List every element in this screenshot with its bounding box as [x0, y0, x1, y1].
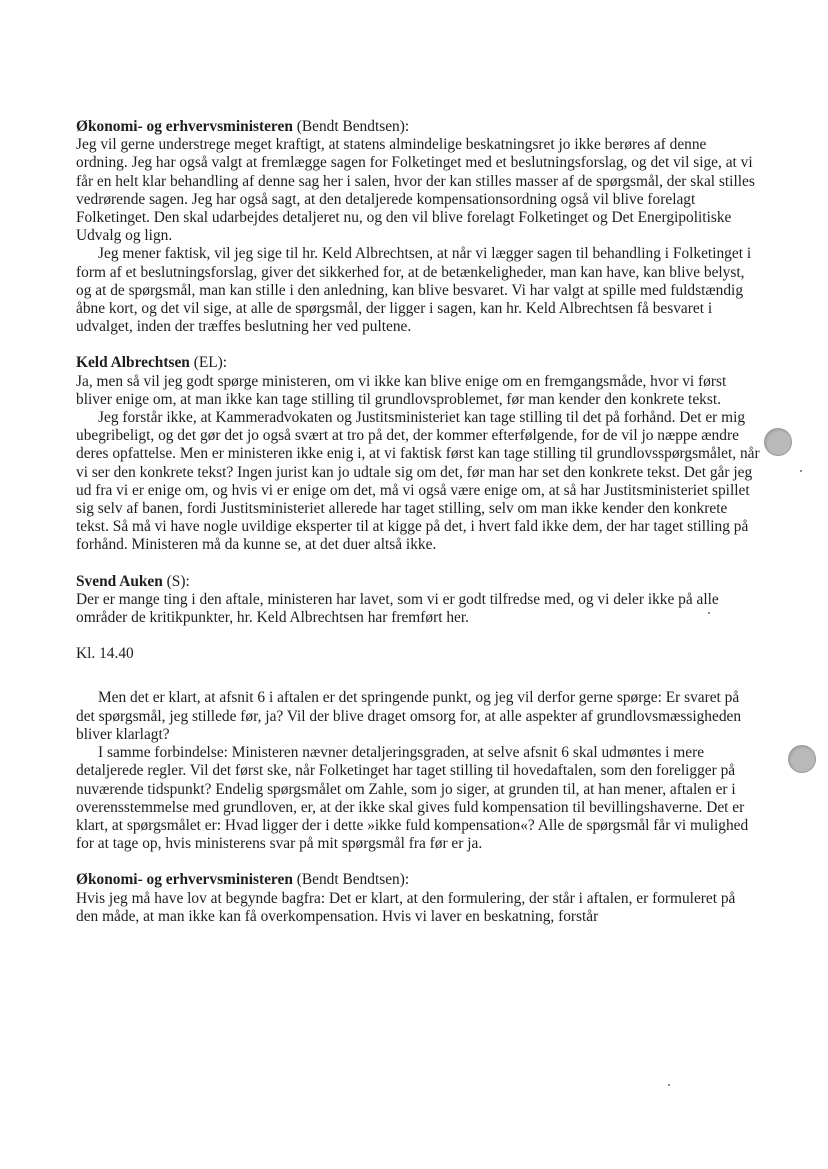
transcript-page [76, 118, 760, 926]
speaker-line [76, 871, 760, 889]
speaker-line [76, 573, 760, 591]
speaker-line [76, 118, 760, 136]
speaker-name: Økonomi- og erhvervsministeren [76, 871, 293, 889]
speaker-affiliation: (Bendt Bendtsen): [292, 118, 410, 135]
speech-minister-2 [76, 871, 760, 926]
paragraph: Jeg vil gerne understrege meget kraftigt, at statens almindelige beskatningsret jo ikke berøres af denne ordning. Jeg har også valgt at fremlægge sagen for Folketinget med et beslutningsforslag, og det vil sige, at vi får en helt klar behandling af denne sag her i salen, hvor der kan stilles masser af de spørgsmål, der skal stilles vedrørende sagen. Jeg har også sagt, at den detaljerede kompensationsordning også vil blive forelagt Folketinget. Den skal udarbejdes detaljeret nu, og den vil blive forelagt Folketinget og Det Energipolitiske Udvalg og lign. [76, 136, 755, 245]
timestamp: Kl. 14.40 [76, 645, 134, 663]
paragraph: Men det er klart, at afsnit 6 i aftalen er det springende punkt, og jeg vil derfor gerne spørge: Er svaret på det spørgsmål, jeg stillede før, ja? Vil der blive draget omsorg for, at alle aspekter af grundlovsmæssigheden bliver klarlagt? [76, 689, 742, 743]
paragraph: Der er mange ting i den aftale, ministeren har lavet, som vi er godt tilfredse med, og vi deler ikke på alle områder de kritikpunkter, hr. Keld Albrechtsen har fremført her. [76, 590, 719, 627]
punch-hole-bottom [788, 745, 816, 773]
speaker-affiliation: (S): [162, 572, 190, 590]
speaker-name: Keld Albrechtsen [76, 354, 190, 372]
speaker-affiliation: (EL): [189, 354, 228, 372]
paragraph: Jeg mener faktisk, vil jeg sige til hr. Keld Albrechtsen, at når vi lægger sagen til behandling i Folketinget i form af et beslutningsforslag, giver det sikkerhed for, at de betænkeligheder, man kan have, kan blive belyst, og at de spørgsmål, man kan stille i den anledning, kan blive besvaret. Vi har valgt at spille med fuldstændig åbne kort, og det vil sige, at alle de spørgsmål, der ligger i sagen, kan hr. Keld Albrechtsen få besvaret i udvalget, inden der træffes beslutning her ved pultene. [76, 245, 752, 336]
scan-speck [800, 470, 802, 472]
scan-speck [668, 1084, 670, 1086]
speaker-name: Svend Auken [76, 572, 163, 590]
speech-minister-1 [76, 118, 760, 336]
speaker-name: Økonomi- og erhvervsministeren [76, 118, 293, 135]
speech-svend-auken [76, 573, 760, 628]
speaker-affiliation: (Bendt Bendtsen): [292, 871, 410, 889]
paragraph: Ja, men så vil jeg godt spørge ministeren, om vi ikke kan blive enige om en fremgangsmåde, hvor vi først bliver enige om, at man ikke kan tage stilling til grundlovsproblemet, før man kender den konkrete tekst. [76, 372, 727, 408]
speech-svend-auken-continued [76, 689, 760, 853]
speech-keld-albrechtsen [76, 354, 760, 554]
scan-speck [708, 612, 710, 614]
speaker-line [76, 354, 760, 372]
paragraph: Jeg forstår ikke, at Kammeradvokaten og Justitsministeriet kan tage stilling til det på forhånd. Det er mig ubegribeligt, og det gør det jo også svært at tro på det, der kommer efterfølgende, for de vil jo næppe ændre deres opfattelse. Men er ministeren ikke enig i, at vi faktisk først kan tage stilling til grundlovsspørgsmålet, når vi ser den konkrete tekst? Ingen jurist kan jo udtale sig om det, før man har set den konkrete tekst. Det går jeg ud fra vi er enige om, og hvis vi er enige om det, må vi også være enige om, at så har Justitsministeriet spillet sig selv af banen, fordi Justitsministeriet allerede har taget stilling, selv om man ikke kender den konkrete tekst. Så må vi have nogle uvildige eksperter til at kigge på det, i hvert fald ikke dem, der har taget stilling på forhånd. Ministeren må da kunne se, at det duer altså ikke. [76, 409, 760, 554]
paragraph: Hvis jeg må have lov at begynde bagfra: Det er klart, at den formulering, der står i aftalen, er formuleret på den måde, at man ikke kan få overkompensation. Hvis vi laver en beskatning, forstår [76, 889, 736, 925]
punch-hole-top [764, 428, 792, 456]
paragraph: I samme forbindelse: Ministeren nævner detaljeringsgraden, at selve afsnit 6 skal udmøntes i mere detaljerede regler. Vil det først ske, når Folketinget har taget stilling til hovedaftalen, som den foreligger på nuværende tidspunkt? Endelig spørgsmålet om Zahle, som jo siger, at grunden til, at han mener, aftalen er i overensstemmelse med grundloven, er, at der ikke skal gives fuld kompensation til bevillingshaverne. Det er klart, at spørgsmålet er: Hvad ligger der i dette »ikke fuld kompensation«? Alle de spørgsmål får vi mulighed for at tage op, hvis ministerens svar på mit spørgsmål fra før er ja. [76, 744, 749, 853]
